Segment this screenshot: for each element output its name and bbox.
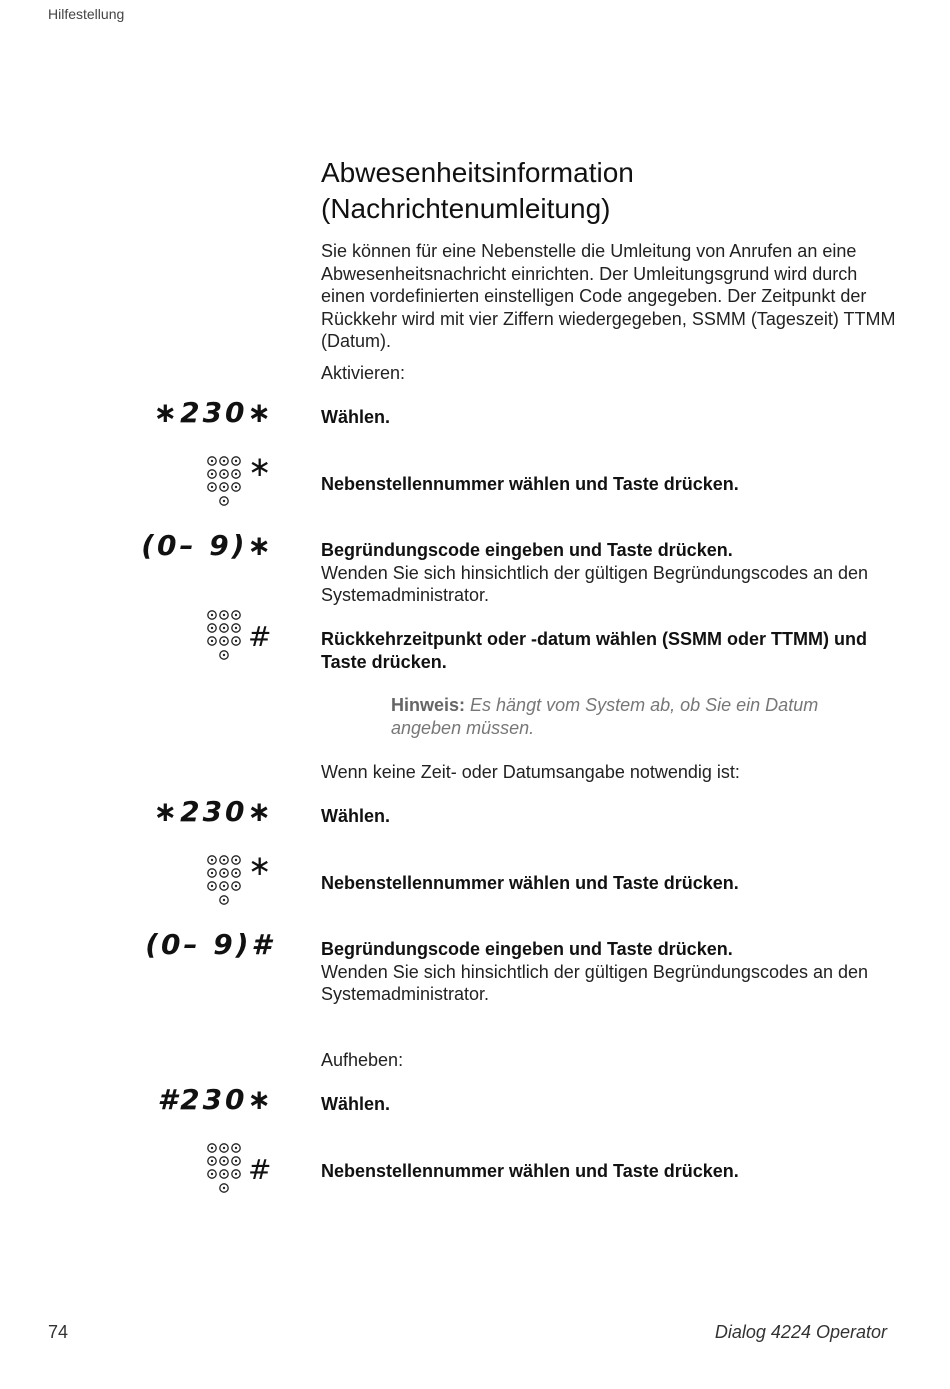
keypad-step-return-time (206, 610, 276, 666)
step-bold-text: Begründungscode eingeben und Taste drücken. (321, 540, 733, 560)
dial-code-cancel: #230∗ (157, 1083, 274, 1116)
step-bold-text: Begründungscode eingeben und Taste drücken. (321, 939, 733, 959)
dial-code-reason: (0– 9)∗ (141, 529, 274, 562)
step-plain-text: Wenden Sie sich hinsichtlich der gültigen Begründungscodes an den Systemadministrator. (321, 562, 869, 605)
step-extension (321, 473, 901, 496)
section-label-cancel: Aufheben: (321, 1050, 404, 1070)
step-bold-text: Nebenstellennummer wählen und Taste drücken. (321, 873, 739, 893)
keypad-icon (206, 1143, 246, 1195)
keypad-step-extension (206, 450, 276, 512)
page-number: 74 (48, 1322, 69, 1342)
key-symbol: ∗ (248, 849, 272, 882)
step-dial-activate (321, 406, 901, 429)
keypad-icon (206, 610, 246, 662)
step-dial-activate-short (321, 805, 901, 828)
dial-code-activate-short: ∗230∗ (153, 795, 274, 828)
step-dial-cancel (321, 1093, 901, 1116)
dial-code-activate: ∗230∗ (153, 396, 274, 429)
keypad-step-extension-short (206, 849, 276, 911)
step-bold-text: Wählen. (321, 1094, 391, 1114)
key-symbol: ∗ (248, 450, 272, 483)
step-bold-text: Nebenstellennummer wählen und Taste drücken. (321, 1161, 739, 1181)
step-extension-short (321, 872, 901, 895)
product-name: Dialog 4224 Operator (714, 1322, 887, 1342)
step-bold-text: Wählen. (321, 806, 391, 826)
page-title-line2: (Nachrichtenumleitung) (321, 193, 611, 224)
key-symbol: # (248, 1153, 272, 1186)
page-title (321, 155, 634, 227)
step-reason-code (321, 539, 901, 607)
section-label-activate: Aktivieren: (321, 363, 406, 383)
step-return-time (321, 628, 901, 673)
section-label-no-time: Wenn keine Zeit- oder Datumsangabe notwendig ist: (321, 762, 740, 782)
running-header: Hilfestellung (48, 6, 125, 22)
keypad-step-cancel-extension (206, 1143, 276, 1199)
step-plain-text: Wenden Sie sich hinsichtlich der gültigen Begründungscodes an den Systemadministrator. (321, 961, 869, 1004)
intro-paragraph: Sie können für eine Nebenstelle die Umleitung von Anrufen an eine Abwesenheitsnachricht einrichten. Der Umleitungsgrund wird durch einen vordefinierten einstelligen Code angegeben. Der Zeitpunkt der Rückkehr wird mit vier Ziffern wiedergegeben, SSMM (Tageszeit) TTMM (Datum). (321, 241, 896, 351)
key-symbol: # (248, 620, 272, 653)
keypad-icon (206, 855, 246, 907)
step-bold-text: Nebenstellennummer wählen und Taste drücken. (321, 474, 739, 494)
step-bold-text: Rückkehrzeitpunkt oder -datum wählen (SSMM oder TTMM) und Taste drücken. (321, 629, 868, 672)
step-bold-text: Wählen. (321, 407, 391, 427)
keypad-icon (206, 456, 246, 508)
step-cancel-extension (321, 1160, 901, 1183)
page-title-line1: Abwesenheitsinformation (321, 157, 634, 188)
note-box (391, 694, 891, 739)
dial-code-reason-short: (0– 9)# (145, 928, 274, 961)
note-label: Hinweis: (391, 695, 466, 715)
step-reason-code-short (321, 938, 901, 1006)
note-body: Es hängt vom System ab, ob Sie ein Datum angeben müssen. (391, 695, 819, 738)
